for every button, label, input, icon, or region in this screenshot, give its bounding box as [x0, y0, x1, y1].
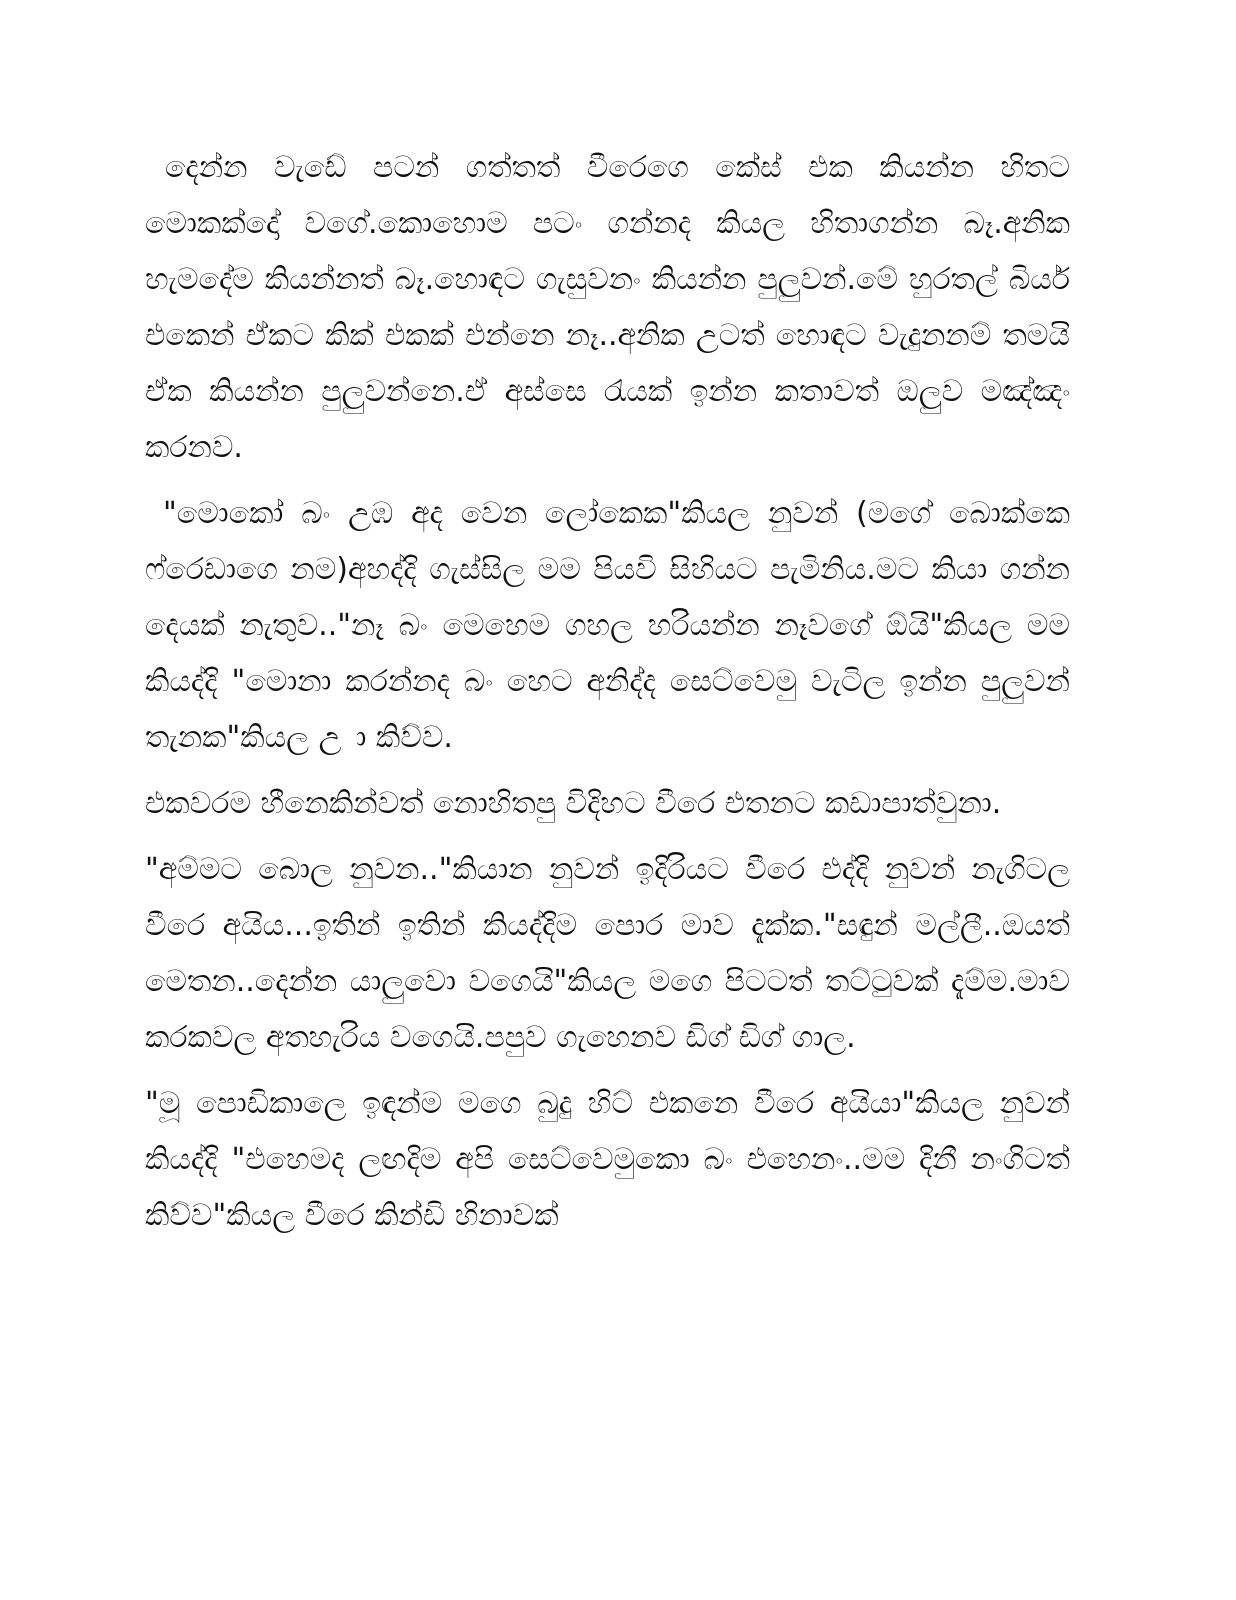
paragraph-3: එකවරම හීනෙකින්වත් නොහිතපු විදිහට වීරෙ එතනට කඩාපාත්වුනා.: [145, 786, 1002, 821]
body-text: [145, 140, 1070, 1254]
paragraph-1: දෙන්න වැඩේ පටන් ගත්තත් වීරෙගෙ කේස් එක කියන්න හිතට මොකක්දෝ වගේ.කොහොම පටං ගන්නද කියල හිතාගන්න බෑ.අනික හැමදේම කියන්නත් බෑ.හොඳට ගැසුවනං කියන්න පුලුවන්.මේ හුරතල් බියර් එකෙන් ඒකට කික් එකක් එන්නෙ නෑ..අනික උටත් හොඳට වැදුනනම් තමයි ඒක කියන්න පුලුවන්නෙ.ඒ අස්සෙ රැයක් ඉන්න කතාවත් ඔලුව මඤ්ඤං කරනව.: [145, 150, 1070, 465]
paragraph-2: "මොකෝ බං උඹ අද වෙන ලෝකෙක"කියල නුවන් (මගේ බොක්කෙ ෆ්රෙඩාගෙ නම)අහද්දි ගැස්සිල මම පියවි සිහියට පැමිනිය.මට කියා ගන්න දෙයක් නැතුව.."නෑ බං මෙහෙම ගහල හරියන්න නෑවගේ ඕයි"කියල මම කියද්දි "මොනා කරන්නද බං හෙට අනිද්ද සෙට්වෙමු වැටිල ඉන්න පුලුවන් තැනක"කියල උ ා කිව්ව.: [145, 496, 1070, 755]
paragraph-4: "අම්මට බොල නුවන.."කියාන නුවන් ඉදිරියට වීරෙ එද්දි නුවන් නැගිටල වීරෙ අයිය...ඉතින් ඉතින් කියද්දිම පොර මාව දැක්ක."සඳුන් මල්ලී..ඔයත් මෙතන..දෙන්න යාලුවො වගෙයි"කියල මගෙ පිටටත් තට්ටුවක් දැම්ම.මාව කරකවල අතහැරිය වගෙයි.පපුව ගැහෙනව ඩිග් ඩිග් ගාල.: [145, 852, 1070, 1055]
paragraph-5: "මූ පොඩිකාලෙ ඉඳන්ම මගෙ බුදු හිට් එකනෙ වීරෙ අයියා"කියල නුවන් කියද්දි "එහෙමද ලඟදිම අපි සෙට්වෙමුකො බං එහෙනං..මම දිනී නංගිටත් කිව්ව"කියල වීරෙ කින්ඩි හිනාවක්: [145, 1086, 1070, 1233]
